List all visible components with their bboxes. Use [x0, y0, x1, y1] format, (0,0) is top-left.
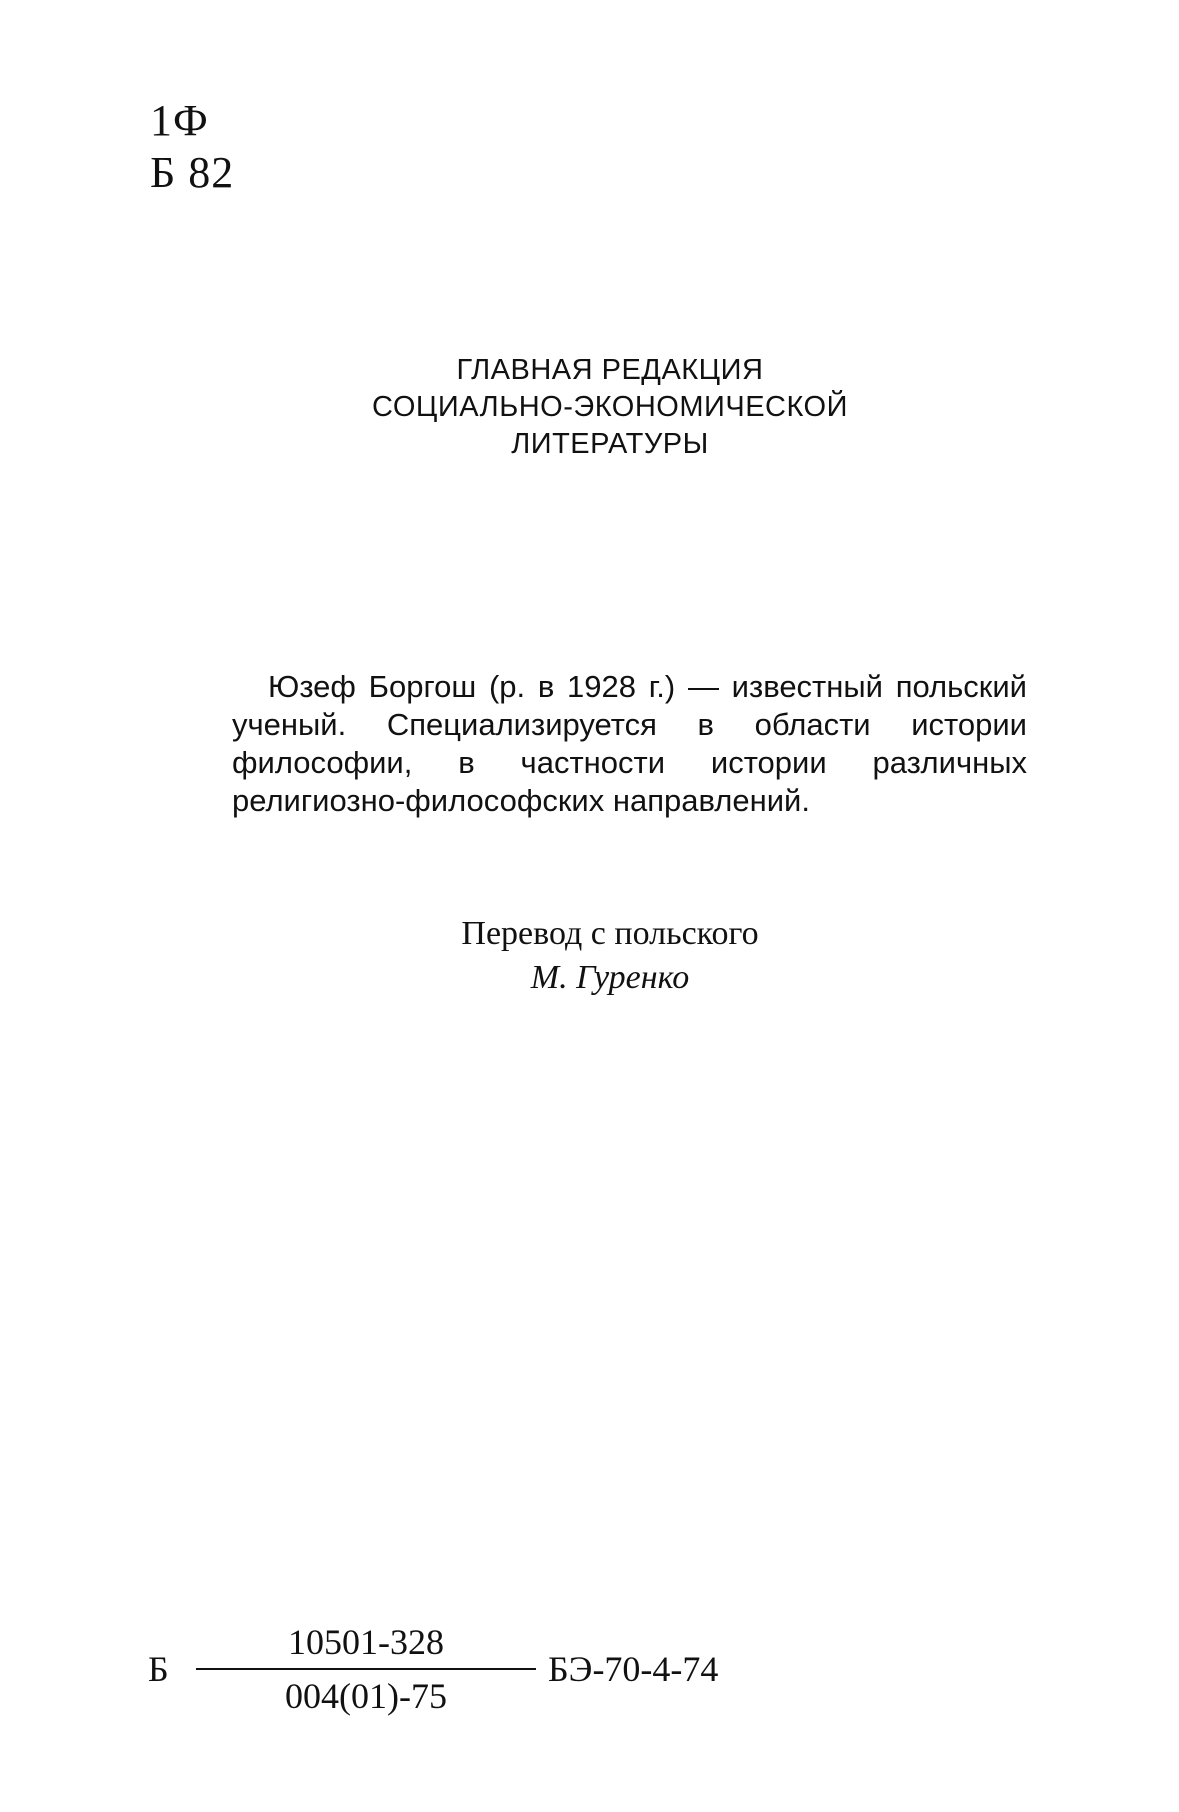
- imprint-denominator: 004(01)-75: [285, 1676, 447, 1716]
- plan-code: БЭ-70-4-74: [548, 1649, 719, 1689]
- classification-index: 1Ф: [150, 96, 209, 145]
- translator-name: М. Гуренко: [530, 959, 690, 996]
- imprint-code: [148, 1618, 719, 1728]
- translation-credit: [300, 912, 920, 1000]
- author-mark: Б 82: [150, 148, 235, 197]
- imprint-numerator: 10501-328: [288, 1622, 444, 1662]
- translation-label: Перевод с польского: [461, 915, 759, 952]
- imprint-letter: Б: [148, 1649, 169, 1689]
- classification-mark: [150, 95, 234, 199]
- publisher-heading: [300, 352, 920, 463]
- publisher-line-2: СОЦИАЛЬНО-ЭКОНОМИЧЕСКОЙ: [372, 391, 848, 423]
- imprint-fraction: [196, 1618, 536, 1718]
- fraction-bar: [196, 1668, 536, 1670]
- publisher-line-3: ЛИТЕРАТУРЫ: [511, 428, 709, 460]
- publisher-line-1: ГЛАВНАЯ РЕДАКЦИЯ: [456, 354, 764, 386]
- author-bio: Юзеф Боргош (р. в 1928 г.) — известный польский ученый. Специализируется в области истории философии, в частности истории различных религиозно-философских направлений.: [232, 669, 1027, 818]
